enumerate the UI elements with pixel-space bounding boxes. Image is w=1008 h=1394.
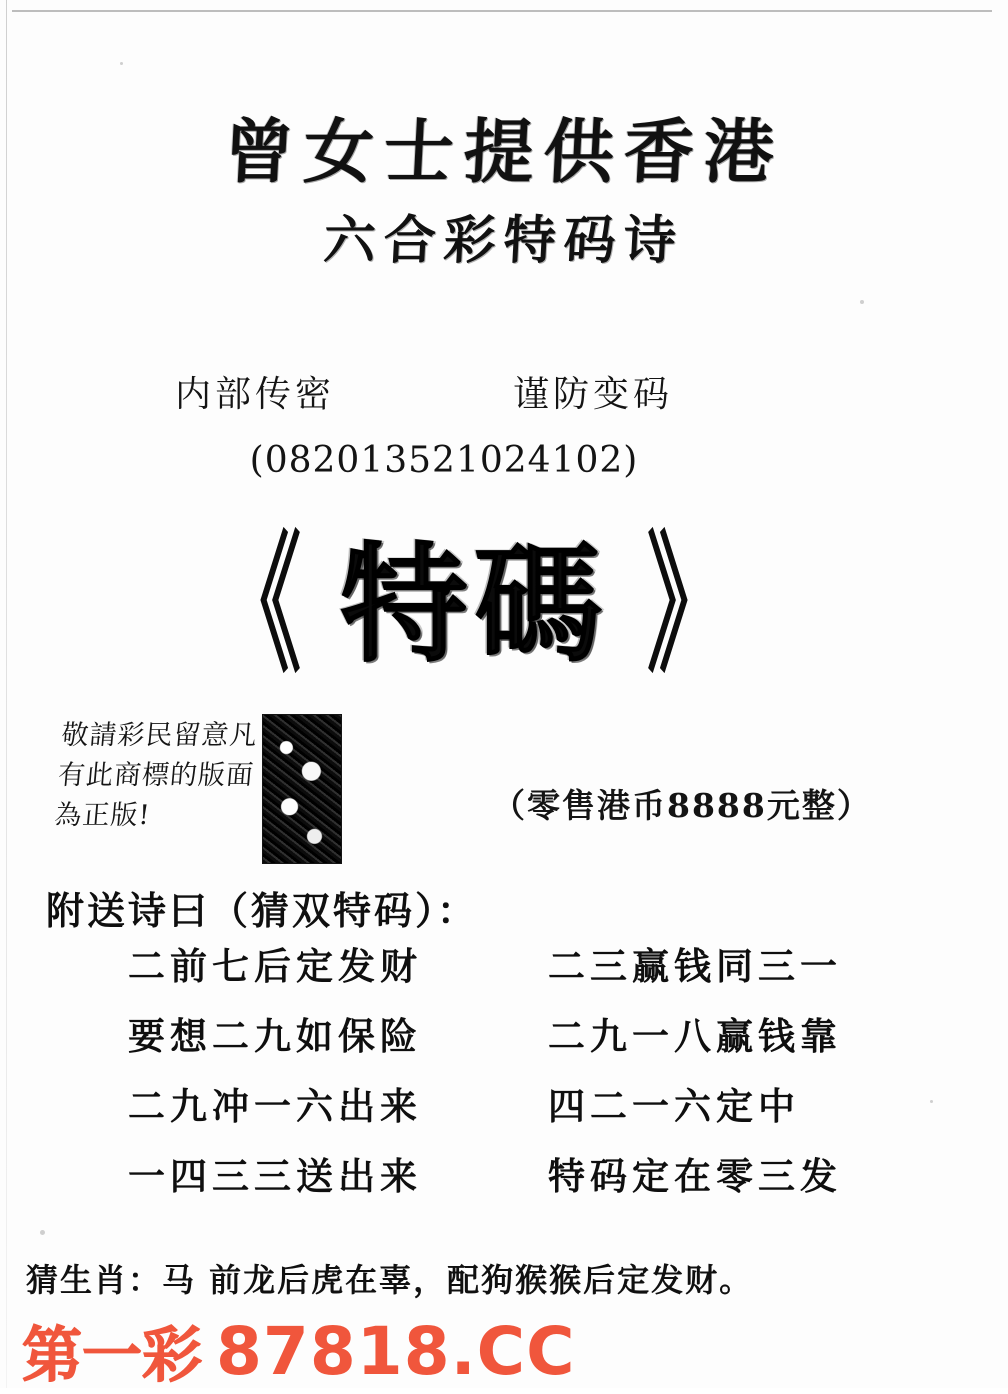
notice-left-text: 内部传密 — [175, 374, 336, 415]
scan-speck — [930, 1100, 933, 1103]
poem-cell-left: 二九冲一六出来 — [128, 1084, 422, 1128]
poem-cell-left: 二前七后定发财 — [128, 944, 422, 988]
poem-heading: 附送诗曰（猜双特码）： — [46, 888, 479, 933]
poem-table — [128, 936, 918, 1216]
zodiac-line: 猜生肖：马 前龙后虎在辜，配狗猴猴后定发财。 — [26, 1261, 754, 1299]
brand-name-cn: 第一彩 — [22, 1321, 202, 1391]
scan-speck — [40, 1230, 45, 1235]
poem-cell-left: 一四三三送出来 — [128, 1154, 422, 1198]
poem-cell-left: 要想二九如保险 — [128, 1014, 422, 1058]
special-code-text: 特碼 — [339, 530, 608, 680]
page-title: 曾女士提供香港 — [221, 110, 786, 193]
right-bracket-glyph: 》 — [646, 517, 730, 693]
scan-speck — [120, 62, 123, 65]
special-code-banner — [0, 517, 1008, 693]
scan-border-top — [12, 10, 992, 12]
brand-website: 87818.CC — [216, 1312, 576, 1390]
scan-speck — [860, 300, 864, 304]
poem-cell-right: 二三赢钱同三一 — [548, 944, 842, 988]
serial-number: (082013521024102) — [249, 440, 639, 481]
poem-cell-right: 特码定在零三发 — [548, 1154, 842, 1198]
poem-row — [128, 1076, 918, 1130]
seal-stamp-icon — [262, 714, 342, 864]
poem-cell-right: 二九一八赢钱靠 — [548, 1014, 842, 1058]
poem-row — [128, 936, 918, 990]
left-bracket-glyph: 《 — [218, 517, 302, 693]
footer-brand — [22, 1308, 576, 1394]
notice-right-text: 谨防变码 — [513, 374, 674, 415]
page-subtitle: 六合彩特码诗 — [322, 210, 686, 271]
poem-cell-right: 四二一六定中 — [548, 1084, 800, 1128]
stamp-notice-text: 敬請彩民留意凡有此商標的版面為正版! — [53, 720, 259, 831]
retail-price: （零售港币8888元整） — [492, 786, 872, 825]
notice-row — [175, 366, 855, 417]
poem-row — [128, 1006, 918, 1060]
poem-row — [128, 1146, 918, 1200]
